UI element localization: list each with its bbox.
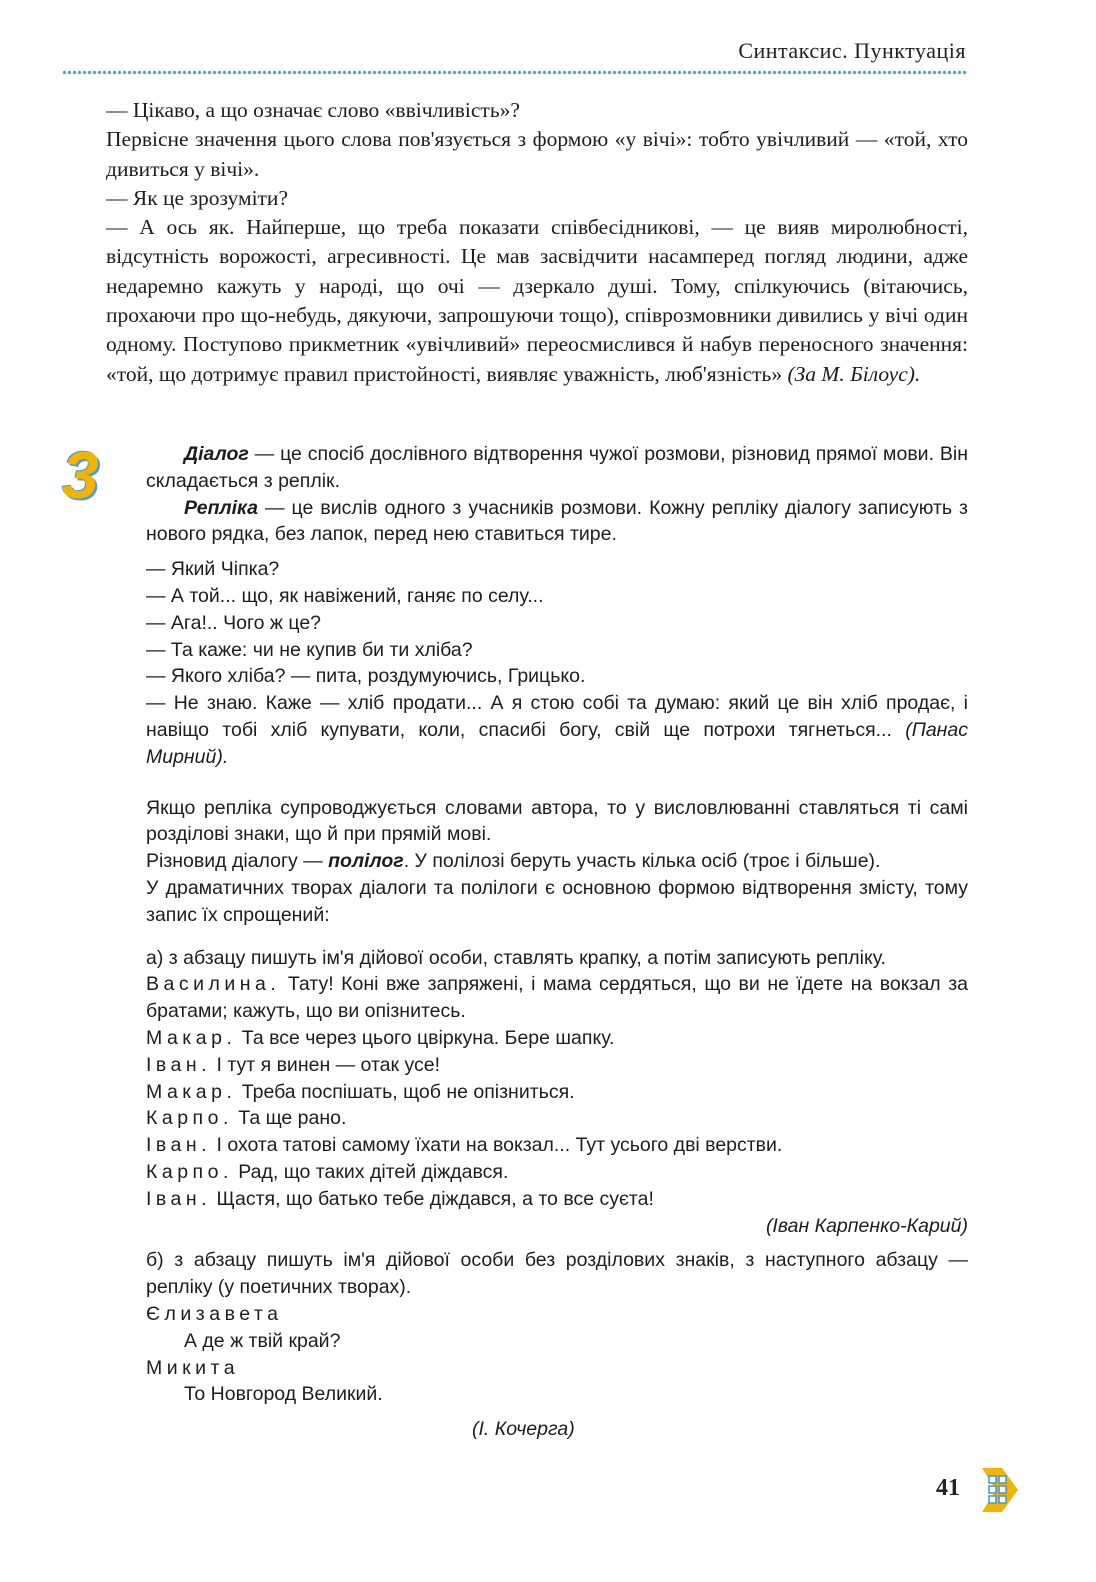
speaker-name: Іван. (146, 1053, 212, 1076)
play-text: Рад, що таких дітей діждався. (232, 1160, 509, 1183)
dotted-header-rule (62, 70, 968, 75)
speaker-name: Карпо. (146, 1160, 233, 1183)
poem-source: (І. Кочерга) (472, 1418, 575, 1441)
polylog-paragraph (146, 848, 968, 875)
play-text: І охота татові самому їхати на вокзал... Тут усього дві верстви. (211, 1134, 783, 1157)
intro-text (106, 96, 968, 389)
dialog-definition (146, 441, 968, 495)
intro-paragraph: Первісне значення цього слова пов'язується з формою «у вічі»: тобто увічливий — «той, хто дивиться у вічі». (106, 127, 968, 181)
speaker-name: Карпо. (146, 1107, 233, 1130)
speaker-name: Макар. (146, 1026, 237, 1049)
speaker-name: Василина. (146, 973, 281, 996)
play-line (146, 1186, 968, 1213)
example-last-text: — Не знаю. Каже — хліб продати... А я стою собі та думаю: який це він хліб продає, і навіщо тобі хліб купувати, коли, спасибі богу, свій ще потрохи тягнеться... (146, 692, 968, 741)
replica-def-text: — це вислів одного з учасників розмови. Кожну репліку діалогу записують з нового рядка, без лапок, перед нею ставиться тире. (146, 496, 968, 546)
poem-speaker: Микита (146, 1356, 240, 1379)
example-source: (Панас Мирний). (146, 718, 968, 768)
poem-line: А де ж твій край? (184, 1329, 341, 1352)
play-source: (Іван Карпенко-Карий) (765, 1214, 968, 1237)
poem-line: То Новгород Великий. (184, 1383, 383, 1406)
speaker-name: Іван. (146, 1134, 212, 1157)
example-line: — Якого хліба? — пита, роздумуючись, Грицько. (146, 665, 586, 688)
replica-definition (146, 495, 968, 549)
play-line (146, 1105, 968, 1132)
play-text: Та ще рано. (232, 1107, 347, 1130)
play-line (146, 1052, 968, 1079)
intro-paragraph: — Цікаво, а що означає слово «ввічливість»? (106, 98, 520, 122)
play-line (146, 971, 968, 1025)
page-number: 41 (936, 1475, 960, 1501)
rule-b: б) з абзацу пишуть ім'я дійової особи без розділових знаків, з наступного абзацу — репліку (у поетичних творах). (146, 1249, 968, 1299)
example-line: — А той... що, як навіжений, ганяє по селу... (146, 584, 544, 607)
example-line: — Який Чіпка? (146, 558, 280, 581)
ornament-arrow-icon (978, 1464, 1020, 1516)
polylog-post: . У полілозі беруть участь кілька осіб (троє і більше). (403, 850, 881, 873)
poem-speaker: Єлизавета (146, 1302, 283, 1325)
speaker-name: Іван. (146, 1187, 212, 1210)
speaker-name: Макар. (146, 1080, 237, 1103)
intro-text-span: — А ось як. Найперше, що треба показати співбесідникові, — це вияв миролюбності, відсутність ворожості, агресивності. Це мав засвідчити насамперед погляд людини, адже недаремно кажуть у народі, що очі — дзеркало душі. Тому, спілкуючись (вітаючись, прохаючи про що-небудь, дякуючи, запрошуючи тощо), співрозмовники дивились у вічі один одному. Поступово прикметник «увічливий» переосмислився й набув переносного значення: «той, що дотримує правил пристойності, виявляє уважність, люб'язність» (106, 215, 968, 386)
play-text: Треба поспішать, щоб не опізниться. (236, 1080, 575, 1103)
section-number: 3 (62, 438, 99, 512)
play-text: Тату! Коні вже запряжені, і мама сердяться, що ви не їдете на вокзал за братами; кажуть, що ви опізнитесь. (146, 973, 968, 1023)
play-line (146, 1025, 968, 1052)
rule-a: а) з абзацу пишуть ім'я дійової особи, ставлять крапку, а потім записують репліку. (146, 946, 886, 969)
drama-paragraph: У драматичних творах діалоги та полілоги є основною формою відтворення змісту, тому запис їх спрощений: (146, 876, 968, 926)
polylog-term: полілог (328, 850, 404, 873)
dialog-term: Діалог (184, 443, 249, 465)
play-line (146, 1159, 968, 1186)
example-line (146, 690, 968, 770)
polylog-pre: Різновид діалогу — (146, 850, 329, 873)
author-words-rule: Якщо репліка супроводжується словами автора, то у висловлюванні ставляться ті самі розділові знаки, що й при прямій мові. (146, 796, 968, 846)
play-line (146, 1132, 968, 1159)
play-text: Щастя, що батько тебе діждався, а то все суєта! (211, 1187, 654, 1210)
intro-paragraph (106, 213, 968, 389)
rule-section (146, 441, 968, 1443)
replica-term: Репліка (184, 496, 259, 519)
running-header: Синтаксис. Пунктуація (738, 38, 966, 63)
play-text: Та все через цього цвіркуна. Бере шапку. (236, 1026, 615, 1049)
example-line: — Та каже: чи не купив би ти хліба? (146, 638, 473, 661)
example-line: — Ага!.. Чого ж це? (146, 611, 322, 634)
intro-source: (За М. Білоус). (787, 361, 921, 386)
play-line (146, 1079, 968, 1106)
intro-paragraph: — Як це зрозуміти? (106, 185, 288, 210)
play-text: І тут я винен — отак усе! (211, 1053, 441, 1076)
dialog-def-text: — це спосіб дослівного відтворення чужої розмови, різновид прямої мови. Він складається з реплік. (146, 443, 968, 492)
